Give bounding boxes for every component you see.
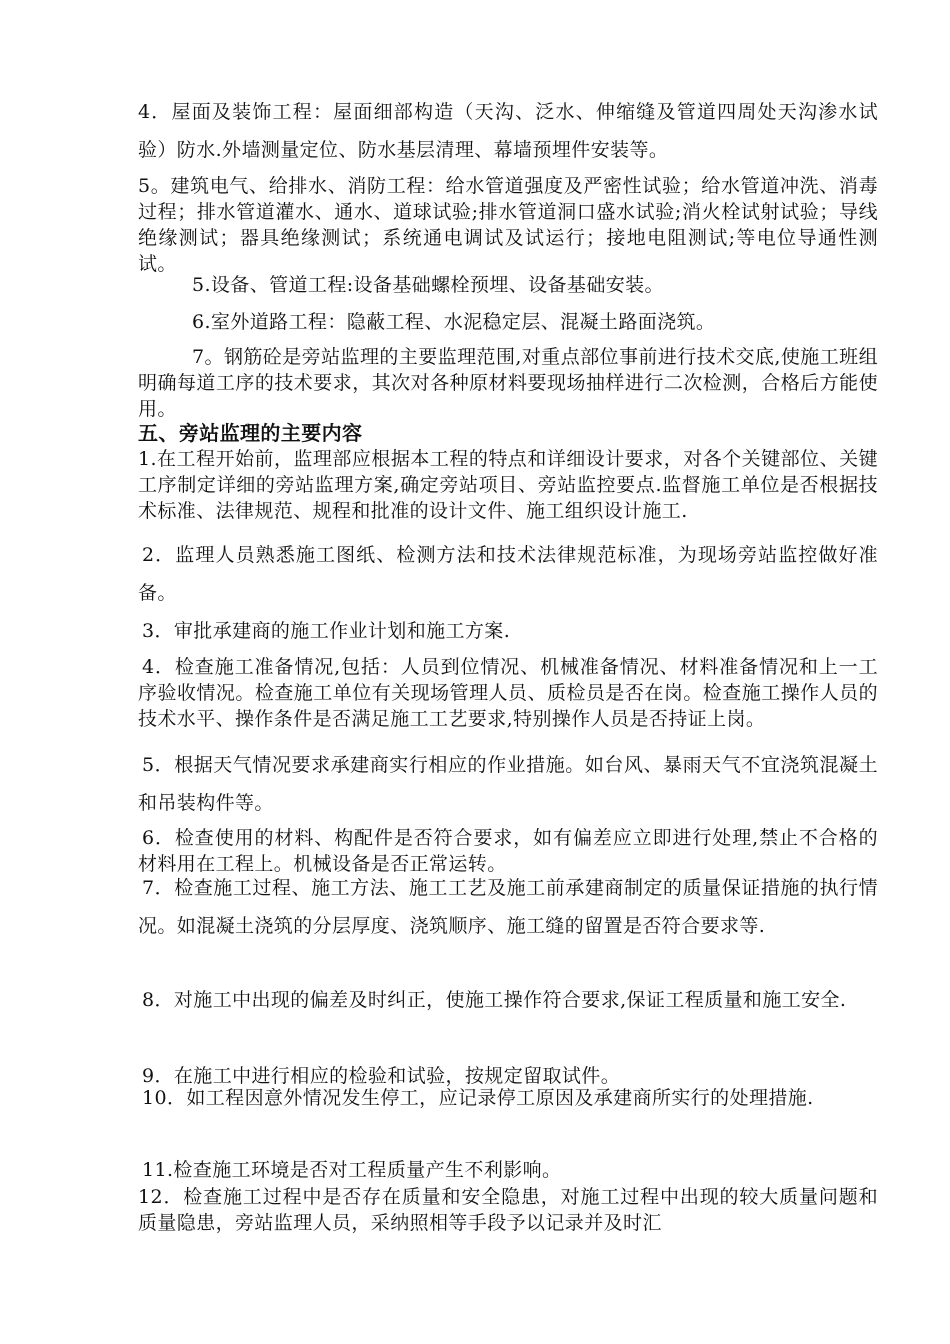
list-item-8: 8．对施工中出现的偏差及时纠正，使施工操作符合要求,保证工程质量和施工安全. bbox=[142, 989, 847, 1011]
paragraph-electrical-works: 5。建筑电气、给排水、消防工程：给水管道强度及严密性试验；给水管道冲洗、消毒过程；排水管道灌水、通水、道球试验;排水管道洞口盛水试验;消火栓试射试验；导线绝缘测试；器具绝缘测试；系统通电调试及试运行；接地电阻测试;等电位导通性测试。 bbox=[138, 175, 878, 275]
list-item-9: 9．在施工中进行相应的检验和试验，按规定留取试件。 bbox=[142, 1065, 621, 1087]
section-heading: 五、旁站监理的主要内容 bbox=[138, 421, 363, 445]
list-item-1: 1.在工程开始前，监理部应根据本工程的特点和详细设计要求，对各个关键部位、关键工序制定详细的旁站监理方案,确定旁站项目、旁站监控要点.监督施工单位是否根据技术标准、法律规范、规程和批准的设计文件、施工组织设计施工. bbox=[138, 448, 878, 522]
list-item-7: 7．检查施工过程、施工方法、施工工艺及施工前承建商制定的质量保证措施的执行情况。如混凝土浇筑的分层厚度、浇筑顺序、施工缝的留置是否符合要求等. bbox=[138, 877, 878, 937]
list-item-12: 12．检查施工过程中是否存在质量和安全隐患，对施工过程中出现的较大质量问题和质量隐患，旁站监理人员，采纳照相等手段予以记录并及时汇 bbox=[138, 1186, 878, 1234]
list-item-3: 3．审批承建商的施工作业计划和施工方案. bbox=[142, 620, 511, 642]
paragraph-rebar-concrete: 7。钢筋砼是旁站监理的主要监理范围,对重点部位事前进行技术交底,使施工班组明确每道工序的技术要求，其次对各种原材料要现场抽样进行二次检测，合格后方能使用。 bbox=[138, 346, 878, 420]
paragraph-equipment-works: 5.设备、管道工程:设备基础螺栓预埋、设备基础安装。 bbox=[192, 274, 664, 296]
list-item-10: 10．如工程因意外情况发生停工，应记录停工原因及承建商所实行的处理措施. bbox=[142, 1087, 814, 1109]
paragraph-road-works: 6.室外道路工程：隐蔽工程、水泥稳定层、混凝土路面浇筑。 bbox=[192, 311, 716, 333]
list-item-4: 4．检查施工准备情况,包括：人员到位情况、机械准备情况、材料准备情况和上一工序验收情况。检查施工单位有关现场管理人员、质检员是否在岗。检查施工操作人员的技术水平、操作条件是否满足施工工艺要求,特别操作人员是否持证上岗。 bbox=[138, 656, 878, 730]
paragraph-roof-works: 4．屋面及装饰工程：屋面细部构造（天沟、泛水、伸缩缝及管道四周处天沟渗水试验）防水.外墙测量定位、防水基层清理、幕墙预埋件安装等。 bbox=[138, 101, 878, 161]
list-item-5: 5．根据天气情况要求承建商实行相应的作业措施。如台风、暴雨天气不宜浇筑混凝土和吊装构件等。 bbox=[138, 754, 878, 814]
list-item-11: 11.检查施工环境是否对工程质量产生不利影响。 bbox=[142, 1159, 562, 1181]
list-item-2: 2．监理人员熟悉施工图纸、检测方法和技术法律规范标准，为现场旁站监控做好准备。 bbox=[138, 544, 878, 604]
list-item-6: 6．检查使用的材料、构配件是否符合要求，如有偏差应立即进行处理,禁止不合格的材料用在工程上。机械设备是否正常运转。 bbox=[138, 827, 878, 875]
